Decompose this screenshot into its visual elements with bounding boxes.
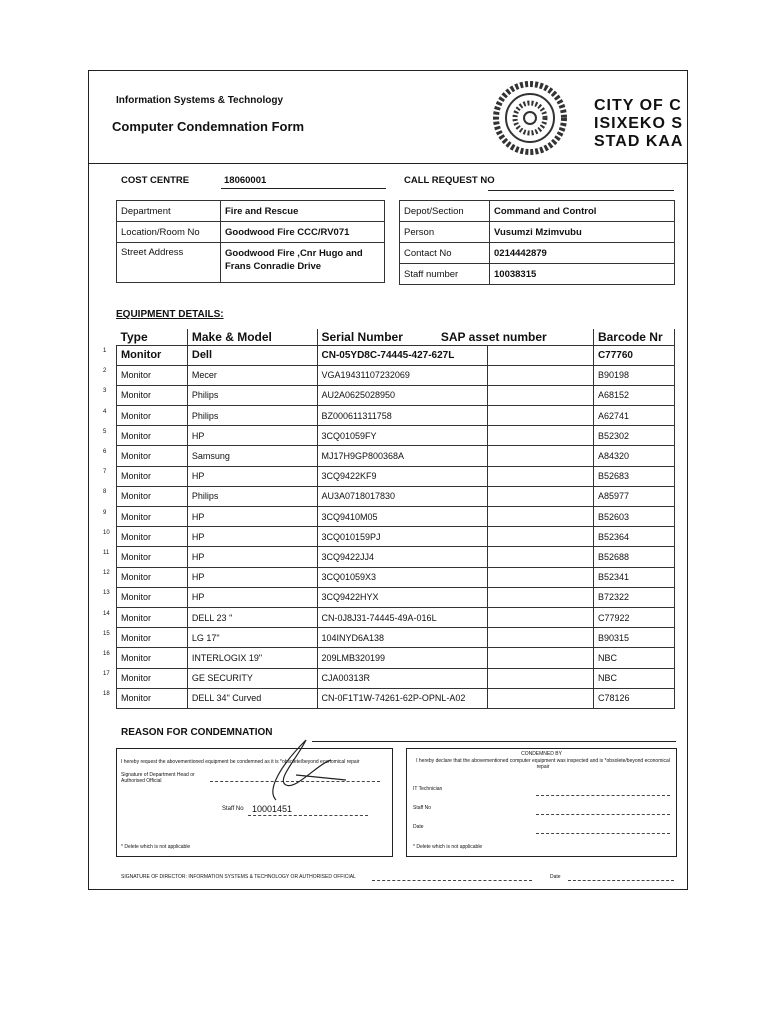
equipment-cell-barcode: B52683 (593, 466, 674, 486)
equipment-cell-serial: BZ000611311758 (317, 406, 487, 426)
equipment-cell-type: Monitor (117, 345, 188, 365)
equipment-cell-serial: 3CQ9422HYX (317, 587, 487, 607)
tech-staff-no-label: Staff No (413, 805, 431, 811)
tech-date-label: Date (413, 824, 424, 830)
equipment-cell-barcode: B52341 (593, 567, 674, 587)
equipment-cell-type: Monitor (117, 365, 188, 385)
tech-staff-no-line (536, 814, 670, 816)
equipment-cell-type: Monitor (117, 385, 188, 405)
director-signature-label: SIGNATURE OF DIRECTOR: INFORMATION SYSTEMS & TECHNOLOGY OR AUTHORISED OFFICIAL (121, 874, 356, 880)
row-number: 8 (103, 489, 107, 496)
equipment-cell-type: Monitor (117, 567, 188, 587)
equipment-cell-barcode: B52302 (593, 426, 674, 446)
row-number: 16 (103, 651, 110, 657)
equipment-row (117, 567, 675, 587)
equipment-cell-type: Monitor (117, 628, 188, 648)
equipment-row (117, 527, 675, 547)
equipment-cell-sap (487, 507, 593, 527)
equipment-cell-barcode: C77922 (593, 607, 674, 627)
row-number: 12 (103, 570, 110, 577)
equipment-header-row (117, 329, 675, 345)
condemned-declaration: I hereby declare that the abovementioned computer equipment was inspected and is *obsolete/beyond economical repair (416, 758, 670, 770)
row-number: 5 (103, 428, 107, 435)
col-serial-sap-header (317, 329, 593, 345)
reason-underline (312, 741, 676, 742)
equipment-cell-type: Monitor (117, 547, 188, 567)
info-row-depot (400, 201, 675, 222)
equipment-cell-barcode: B52603 (593, 507, 674, 527)
request-statement: I hereby request the abovementioned equipment be condemned as it is *obsolete/beyond economical repair (121, 759, 360, 765)
info-value: Vusumzi Mzimvubu (490, 222, 675, 243)
col-make-header: Make & Model (187, 329, 317, 345)
col-type-header: Type (117, 329, 188, 345)
col-sap-header: SAP asset number (440, 329, 547, 344)
condemned-footnote: * Delete which is not applicable (413, 844, 483, 850)
equipment-cell-serial: 3CQ01059X3 (317, 567, 487, 587)
equipment-row (117, 385, 675, 405)
director-signature-line (372, 880, 532, 882)
equipment-cell-serial: 104INYD6A138 (317, 628, 487, 648)
info-row-person (400, 222, 675, 243)
equipment-cell-barcode: C78126 (593, 688, 674, 708)
equipment-cell-make: HP (187, 466, 317, 486)
equipment-cell-sap (487, 345, 593, 365)
equipment-cell-make: Philips (187, 385, 317, 405)
equipment-cell-type: Monitor (117, 668, 188, 688)
row-number: 17 (103, 671, 110, 678)
row-number: 18 (103, 691, 110, 698)
cost-centre-label: COST CENTRE (121, 175, 190, 186)
info-value: 0214442879 (490, 243, 675, 264)
equipment-section-title: EQUIPMENT DETAILS: (116, 309, 224, 320)
equipment-cell-barcode: B90198 (593, 365, 674, 385)
handwritten-signature (236, 735, 356, 805)
equipment-cell-make: LG 17" (187, 628, 317, 648)
staff-no-label: Staff No (222, 806, 244, 812)
equipment-cell-sap (487, 587, 593, 607)
equipment-cell-make: Samsung (187, 446, 317, 466)
info-value: Command and Control (490, 201, 675, 222)
info-row-department (117, 201, 385, 222)
equipment-cell-make: Philips (187, 486, 317, 506)
equipment-row (117, 486, 675, 506)
equipment-cell-sap (487, 365, 593, 385)
equipment-cell-type: Monitor (117, 688, 188, 708)
info-value: Goodwood Fire ,Cnr Hugo and Frans Conradie Drive (221, 243, 385, 283)
equipment-cell-barcode: A84320 (593, 446, 674, 466)
equipment-cell-serial: AU3A0718017830 (317, 486, 487, 506)
tech-date-line (536, 833, 670, 835)
row-number: 9 (103, 509, 107, 516)
equipment-cell-sap (487, 567, 593, 587)
call-request-label: CALL REQUEST NO (404, 175, 495, 186)
city-line-3: STAD KAA (594, 133, 684, 150)
equipment-cell-barcode: B52364 (593, 527, 674, 547)
equipment-row (117, 648, 675, 668)
equipment-row (117, 688, 675, 708)
equipment-cell-serial: 3CQ9410M05 (317, 507, 487, 527)
equipment-cell-make: HP (187, 547, 317, 567)
equipment-row (117, 466, 675, 486)
equipment-cell-serial: 3CQ9422KF9 (317, 466, 487, 486)
equipment-cell-serial: 209LMB320199 (317, 648, 487, 668)
equipment-cell-sap (487, 607, 593, 627)
equipment-cell-type: Monitor (117, 587, 188, 607)
equipment-cell-sap (487, 628, 593, 648)
city-line-2: ISIXEKO S (594, 115, 684, 132)
cost-centre-underline (221, 188, 386, 189)
equipment-row (117, 345, 675, 365)
equipment-cell-serial: CN-0J8J31-74445-49A-016L (317, 607, 487, 627)
info-label: Department (117, 201, 221, 222)
header-divider (88, 163, 688, 164)
staff-no-line (248, 815, 368, 817)
info-row-street (117, 243, 385, 283)
equipment-row (117, 628, 675, 648)
equipment-cell-serial: VGA19431107232069 (317, 365, 487, 385)
info-label: Location/Room No (117, 222, 221, 243)
equipment-cell-sap (487, 446, 593, 466)
equipment-cell-serial: 3CQ010159PJ (317, 527, 487, 547)
info-value: Fire and Rescue (221, 201, 385, 222)
row-number: 2 (103, 368, 107, 375)
equipment-cell-barcode: NBC (593, 648, 674, 668)
equipment-cell-barcode: B52688 (593, 547, 674, 567)
equipment-cell-sap (487, 668, 593, 688)
equipment-cell-sap (487, 426, 593, 446)
equipment-row (117, 607, 675, 627)
equipment-cell-type: Monitor (117, 486, 188, 506)
equipment-cell-type: Monitor (117, 446, 188, 466)
signature-label: Signature of Department Head or Authorised Official (121, 772, 195, 784)
equipment-cell-serial: CJA00313R (317, 668, 487, 688)
equipment-cell-serial: 3CQ9422JJ4 (317, 547, 487, 567)
equipment-cell-make: Philips (187, 406, 317, 426)
equipment-row (117, 406, 675, 426)
equipment-cell-make: HP (187, 567, 317, 587)
info-row-staff (400, 264, 675, 285)
equipment-row (117, 587, 675, 607)
equipment-cell-sap (487, 547, 593, 567)
equipment-cell-barcode: NBC (593, 668, 674, 688)
equipment-rows (117, 345, 675, 708)
cost-centre-value: 18060001 (224, 175, 267, 186)
row-number: 3 (103, 388, 107, 395)
equipment-table (116, 329, 675, 709)
equipment-row (117, 547, 675, 567)
info-row-contact (400, 243, 675, 264)
equipment-cell-serial: MJ17H9GP800368A (317, 446, 487, 466)
row-number: 4 (103, 408, 107, 415)
equipment-cell-make: HP (187, 587, 317, 607)
equipment-cell-sap (487, 385, 593, 405)
col-serial-header: Serial Number (321, 329, 403, 344)
equipment-cell-make: Mecer (187, 365, 317, 385)
call-request-underline (488, 190, 674, 191)
info-value: 10038315 (490, 264, 675, 285)
info-label: Depot/Section (400, 201, 490, 222)
info-label: Person (400, 222, 490, 243)
equipment-row (117, 446, 675, 466)
row-number: 13 (103, 590, 110, 597)
equipment-cell-barcode: A85977 (593, 486, 674, 506)
equipment-cell-make: GE SECURITY (187, 668, 317, 688)
org-name: Information Systems & Technology (116, 95, 284, 106)
city-line-1: CITY OF C (594, 97, 682, 114)
equipment-cell-make: INTERLOGIX 19" (187, 648, 317, 668)
city-name (594, 97, 683, 151)
location-info-table (116, 200, 385, 283)
info-label: Street Address (117, 243, 221, 283)
equipment-cell-sap (487, 527, 593, 547)
equipment-cell-serial: AU2A0625028950 (317, 385, 487, 405)
request-footnote: * Delete which is not applicable (121, 844, 191, 850)
equipment-cell-barcode: C77760 (593, 345, 674, 365)
city-seal-icon (490, 78, 586, 158)
equipment-cell-sap (487, 688, 593, 708)
form-title: Computer Condemnation Form (112, 119, 305, 134)
equipment-cell-type: Monitor (117, 466, 188, 486)
equipment-cell-type: Monitor (117, 607, 188, 627)
equipment-cell-type: Monitor (117, 527, 188, 547)
equipment-cell-make: HP (187, 527, 317, 547)
info-value: Goodwood Fire CCC/RV071 (221, 222, 385, 243)
equipment-cell-serial: CN-0F1T1W-74261-62P-OPNL-A02 (317, 688, 487, 708)
row-number: 11 (103, 550, 110, 556)
it-technician-label: IT Technician (413, 786, 443, 792)
row-number: 1 (103, 348, 107, 354)
info-label: Contact No (400, 243, 490, 264)
director-date-label: Date (550, 874, 561, 880)
equipment-cell-sap (487, 486, 593, 506)
info-row-location (117, 222, 385, 243)
contact-info-table (399, 200, 675, 285)
equipment-cell-type: Monitor (117, 426, 188, 446)
equipment-cell-type: Monitor (117, 507, 188, 527)
it-technician-line (536, 795, 670, 797)
director-date-line (568, 880, 674, 882)
row-number: 15 (103, 630, 110, 637)
equipment-row (117, 668, 675, 688)
info-label: Staff number (400, 264, 490, 285)
equipment-cell-make: DELL 23 " (187, 607, 317, 627)
equipment-cell-sap (487, 406, 593, 426)
equipment-cell-make: Dell (187, 345, 317, 365)
equipment-cell-barcode: B90315 (593, 628, 674, 648)
equipment-cell-barcode: A68152 (593, 385, 674, 405)
equipment-row (117, 507, 675, 527)
equipment-cell-barcode: A62741 (593, 406, 674, 426)
reason-title: REASON FOR CONDEMNATION (121, 727, 273, 738)
equipment-row (117, 426, 675, 446)
equipment-cell-barcode: B72322 (593, 587, 674, 607)
equipment-cell-sap (487, 466, 593, 486)
equipment-cell-serial: 3CQ01059FY (317, 426, 487, 446)
equipment-cell-make: HP (187, 507, 317, 527)
equipment-cell-make: DELL 34" Curved (187, 688, 317, 708)
row-number: 14 (103, 610, 110, 617)
equipment-cell-sap (487, 648, 593, 668)
row-number: 7 (103, 469, 107, 476)
equipment-cell-type: Monitor (117, 406, 188, 426)
row-number: 10 (103, 529, 110, 536)
equipment-cell-type: Monitor (117, 648, 188, 668)
col-barcode-header: Barcode Nr (593, 329, 674, 345)
equipment-cell-make: HP (187, 426, 317, 446)
equipment-cell-serial: CN-05YD8C-74445-427-627L (317, 345, 487, 365)
staff-no-value: 10001451 (252, 804, 293, 814)
condemned-by-heading: CONDEMNED BY (521, 751, 562, 757)
equipment-row (117, 365, 675, 385)
row-number: 6 (103, 449, 107, 455)
